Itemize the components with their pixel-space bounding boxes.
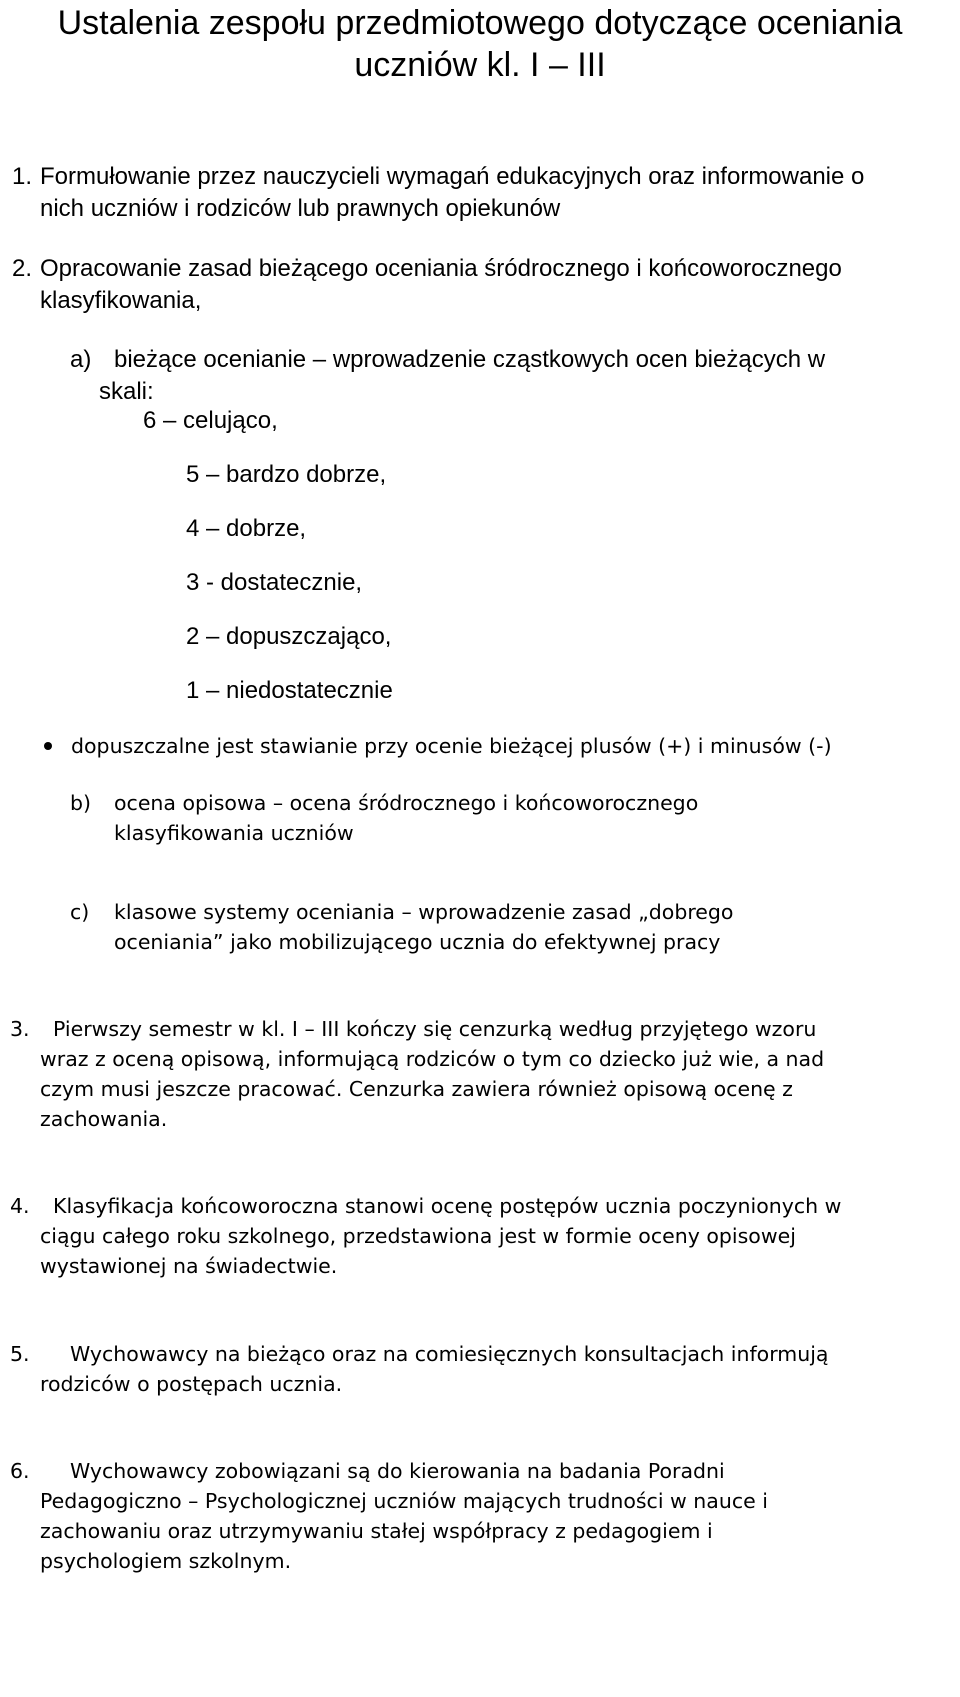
grade-scale-item: 4 – dobrze,: [186, 515, 307, 542]
grade-scale-item: 5 – bardzo dobrze,: [186, 461, 387, 488]
item-6-line-4: psychologiem szkolnym.: [40, 1549, 292, 1573]
item-1-line-2: nich uczniów i rodziców lub prawnych opiekunów: [40, 195, 561, 222]
grade-scale-item: 3 - dostatecznie,: [186, 569, 363, 596]
item-4-number: 4.: [10, 1194, 30, 1218]
item-6-line-1: Wychowawcy zobowiązani są do kierowania na badania Poradni: [70, 1459, 725, 1483]
item-2c-marker: c): [70, 900, 90, 924]
grade-scale-item: 6 – celująco,: [143, 407, 278, 434]
item-1-line-1: Formułowanie przez nauczycieli wymagań edukacyjnych oraz informowanie o: [40, 163, 865, 190]
item-6-line-2: Pedagogiczno – Psychologicznej uczniów mających trudności w nauce i: [40, 1489, 768, 1513]
item-5-line-1: Wychowawcy na bieżąco oraz na comiesięcznych konsultacjach informują: [70, 1342, 829, 1366]
item-4-line-2: ciągu całego roku szkolnego, przedstawiona jest w formie oceny opisowej: [40, 1224, 796, 1248]
item-3-line-3: czym musi jeszcze pracować. Cenzurka zawiera również opisową ocenę z: [40, 1077, 793, 1101]
item-4-line-1: Klasyfikacja końcoworoczna stanowi ocenę postępów ucznia poczynionych w: [53, 1194, 842, 1218]
item-2a-line-1: bieżące ocenianie – wprowadzenie cząstkowych ocen bieżących w: [114, 346, 826, 373]
item-2-line-2: klasyfikowania,: [40, 287, 202, 314]
item-5-number: 5.: [10, 1342, 30, 1366]
item-2b-line-2: klasyfikowania uczniów: [114, 821, 354, 845]
document-title-line-2: uczniów kl. I – III: [354, 46, 606, 84]
grade-scale-item: 2 – dopuszczająco,: [186, 623, 392, 650]
item-3-line-1: Pierwszy semestr w kl. I – III kończy się cenzurką według przyjętego wzoru: [53, 1017, 817, 1041]
item-2-number: 2.: [12, 255, 33, 282]
item-2c-line-1: klasowe systemy oceniania – wprowadzenie zasad „dobrego: [114, 900, 734, 924]
item-2a-line-2: skali:: [99, 378, 154, 405]
item-2b-line-1: ocena opisowa – ocena śródrocznego i końcoworocznego: [114, 791, 699, 815]
item-6-number: 6.: [10, 1459, 30, 1483]
bullet-dot-icon: [44, 742, 52, 750]
item-3-number: 3.: [10, 1017, 30, 1041]
item-3-line-4: zachowania.: [40, 1107, 168, 1131]
bullet-text: dopuszczalne jest stawianie przy ocenie bieżącej plusów (+) i minusów (-): [71, 734, 832, 758]
grade-scale-item: 1 – niedostatecznie: [186, 677, 393, 704]
item-4-line-3: wystawionej na świadectwie.: [40, 1254, 338, 1278]
item-3-line-2: wraz z oceną opisową, informującą rodziców o tym co dziecko już wie, a nad: [40, 1047, 825, 1071]
item-5-line-2: rodziców o postępach ucznia.: [40, 1372, 343, 1396]
item-6-line-3: zachowaniu oraz utrzymywaniu stałej współpracy z pedagogiem i: [40, 1519, 713, 1543]
item-2b-marker: b): [70, 791, 92, 815]
item-2-line-1: Opracowanie zasad bieżącego oceniania śródrocznego i końcoworocznego: [40, 255, 842, 282]
item-1-number: 1.: [12, 163, 33, 190]
item-2a-marker: a): [70, 346, 92, 373]
document-title-line-1: Ustalenia zespołu przedmiotowego dotyczące oceniania: [57, 4, 903, 42]
item-2c-line-2: oceniania” jako mobilizującego ucznia do efektywnej pracy: [114, 930, 721, 954]
